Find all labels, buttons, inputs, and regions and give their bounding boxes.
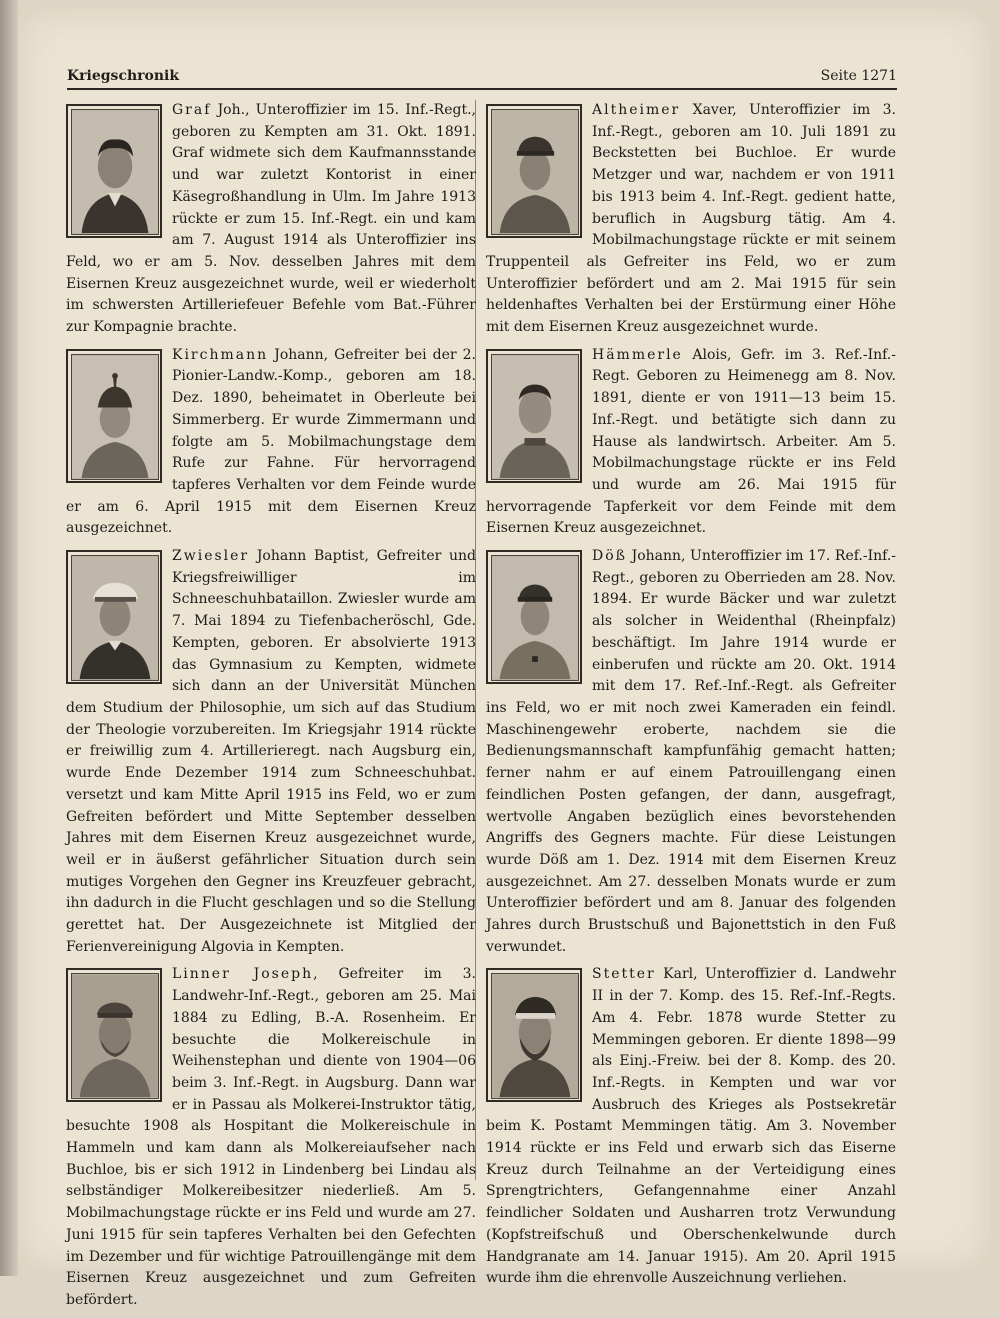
entry-stetter: [486, 964, 896, 1290]
entry-doess: [486, 546, 896, 958]
portrait-haemmerle: [486, 349, 582, 483]
entry-surname: Kirchmann: [172, 346, 269, 363]
entry-text: Johann, Unteroffizier im 17. Ref.-Inf.-Regt., geboren zu Oberrieden am 28. Nov. 1894. Er wurde Bäcker und war zuletzt als solcher in Weidenthal (Rheinpfalz) beschäftigt. Im Jahre 1914 wurde er einberufen und rückte am 20. Okt. 1914 mit dem 17. Ref.-Inf.-Regt. als Gefreiter ins Feld, wo er mit noch zwei Kameraden ein feindl. Maschinengewehr eroberte, nachdem sie die Bedienungsmannschaft kampfunfähig gemacht hatten; ferner nahm er auf einem Patrouillengang einen feindlichen Posten gefangen, der dann, ausgefragt, wertvolle Angaben bezüglich eines bevorstehenden Angriffs des Gegners machte. Für diese Leistungen wurde Döß am 1. Dez. 1914 mit dem Eisernen Kreuz ausgezeichnet. Am 27. desselben Monats wurde er zum Unteroffizier befördert und am 8. Januar des folgenden Jahres durch Brustschuß und Bajonettstich in den Fuß verwundet.: [486, 548, 896, 955]
entry-surname: Hämmerle: [592, 346, 683, 363]
portrait-doess: [486, 550, 582, 684]
running-title: Kriegschronik: [67, 68, 180, 84]
right-column: [486, 100, 896, 1296]
portrait-zwiesler: [66, 550, 162, 684]
entry-surname: Altheimer: [592, 102, 681, 118]
entry-kirchmann: [66, 345, 476, 540]
entry-text: Johann Baptist, Gefreiter und Kriegsfreiwilliger im Schneeschuhbataillon. Zwiesler wurde am 7. Mai 1894 zu Tiefenbacheröschl, Gde. Kempten, geboren. Er absolvierte 1913 das Gymnasium zu Kempten, widmete sich dann an der Universität München dem Studium der Philosophie, um sich auf das Studium der Theologie vorzubereiten. Im Kriegsjahr 1914 rückte er freiwillig zum 4. Artillerieregt. nach Augsburg ein, wurde Ende Dezember 1914 zum Schneeschuhbat. versetzt und kam Mitte April 1915 ins Feld, wo er zum Gefreiten befördert und Mitte September desselben Jahres mit dem Eisernen Kreuz ausgezeichnet wurde, weil er in äußerst gefährlicher Situation durch sein mutiges Vorgehen den Gegner ins Kreuzfeuer gebracht, ihn dadurch in die Flucht geschlagen und so die Stellung gerettet hat. Der Ausgezeichnete ist Mitglied der Ferienvereinigung Algovia in Kempten.: [66, 548, 476, 955]
entry-text: Xaver, Unteroffizier im 3. Inf.-Regt., geboren am 10. Juli 1891 zu Beckstetten bei Buchloe. Er wurde Metzger und war, nachdem er von 1911 bis 1913 beim 4. Inf.-Regt. gedient hatte, beruflich in Augsburg tätig. Am 4. Mobilmachungstage rückte er mit seinem Truppenteil als Gefreiter ins Feld, wo er zum Unteroffizier befördert und am 2. Mai 1915 für sein heldenhaftes Verhalten bei der Erstürmung einer Höhe mit dem Eisernen Kreuz ausgezeichnet wurde.: [486, 102, 896, 336]
entry-text: Karl, Unteroffizier d. Landwehr II in der 7. Komp. des 15. Ref.-Inf.-Regts. Am 4. Febr. 1878 wurde Stetter zu Memmingen geboren. Er diente 1898—99 als Einj.-Freiw. bei der 8. Komp. des 20. Inf.-Regts. in Kempten und war vor Ausbruch des Krieges als Postsekretär beim K. Postamt Memmingen tätig. Am 3. November 1914 rückte er ins Feld und erwarb sich das Eiserne Kreuz durch Teilnahme an der Verteidigung eines Sprengtrichters, Gefangennahme einer Anzahl feindlicher Soldaten und Ausharren trotz Verwundung (Kopfstreifschuß und Oberschenkelwunde durch Handgranate am 14. Januar 1915). Am 20. April 1915 wurde ihm die ehrenvolle Auszeichnung verliehen.: [486, 966, 896, 1287]
entry-surname: Zwiesler: [172, 548, 250, 565]
entry-text: , Gefreiter im 3. Landwehr-Inf.-Regt., geboren am 25. Mai 1884 zu Edling, B.-A. Rosenheim. Er besuchte die Molkereischule in Weihenstephan und diente von 1904—06 beim 3. Inf.-Regt. in Augsburg. Dann war er in Passau als Molkerei-Instruktor tätig, besuchte 1908 als Hospitant die Molkereischule in Hammeln und kam dann als Molkereiaufseher nach Buchloe, bis er sich 1912 in Lindenberg bei Lindau als selbständiger Molkereibesitzer niederließ. Am 5. Mobilmachungstage rückte er ins Feld und wurde am 27. Juni 1915 für sein tapferes Verhalten bei den Gefechten im Dezember und für wichtige Patrouillengänge mit dem Eisernen Kreuz ausgezeichnet und zum Gefreiten befördert.: [66, 966, 476, 1308]
portrait-altheimer: [486, 104, 582, 238]
entry-surname: Linner Joseph: [172, 966, 314, 983]
book-spine-shadow: [0, 0, 18, 1276]
entry-text: Alois, Gefr. im 3. Ref.-Inf.-Regt. Geboren zu Heimenegg am 8. Nov. 1891, diente er von 1911—13 beim 15. Inf.-Regt. und betätigte sich dann zu Hause als landwirtsch. Arbeiter. Am 5. Mobilmachungstage rückte er ins Feld und wurde am 26. Mai 1915 für hervorragende Tapferkeit vor dem Feinde mit dem Eisernen Kreuz ausgezeichnet.: [486, 346, 896, 537]
portrait-stetter: [486, 968, 582, 1102]
portrait-linner: [66, 968, 162, 1102]
entry-linner: [66, 964, 476, 1311]
portrait-graf: [66, 104, 162, 238]
entry-graf: [66, 100, 476, 339]
entry-text: Johann, Gefreiter bei der 2. Pionier-Landw.-Komp., geboren am 18. Dez. 1890, beheimatet in Oberleute bei Simmerberg. Er wurde Zimmermann und folgte am 5. Mobilmachungstage dem Rufe zur Fahne. Für hervorragend tapferes Verhalten vor dem Feinde wurde er am 6. April 1915 mit dem Eisernen Kreuz ausgezeichnet.: [66, 346, 476, 537]
page-header: [67, 62, 897, 90]
page-number: Seite 1271: [820, 68, 897, 84]
entry-text: Joh., Unteroffizier im 15. Inf.-Regt., geboren zu Kempten am 31. Okt. 1891. Graf widmete sich dem Kaufmannsstande und war zuletzt Kontorist in einer Käsegroßhandlung in Ulm. Im Jahre 1913 rückte er zum 15. Inf.-Regt. ein und kam am 7. August 1914 als Unteroffizier ins Feld, wo er am 5. Nov. desselben Jahres mit dem Eisernen Kreuz ausgezeichnet wurde, weil er wiederholt im schwersten Artilleriefeuer Befehle vom Bat.-Führer zur Kompagnie brachte.: [66, 102, 476, 336]
entry-surname: Graf: [172, 102, 212, 118]
entry-haemmerle: [486, 345, 896, 540]
portrait-kirchmann: [66, 349, 162, 483]
entry-altheimer: [486, 100, 896, 339]
entry-zwiesler: [66, 546, 476, 958]
entry-surname: Döß: [592, 548, 628, 565]
entry-surname: Stetter: [592, 966, 656, 983]
left-column: [66, 100, 476, 1318]
